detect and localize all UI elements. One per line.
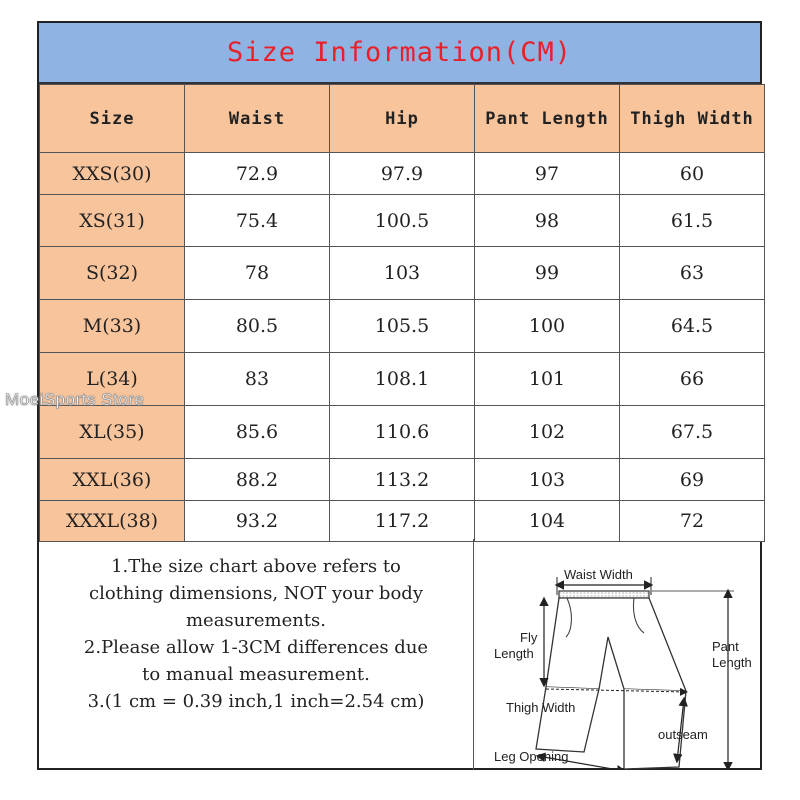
watermark: MoeiSports Store [5, 390, 145, 409]
measurement-cell: 101 [475, 353, 620, 406]
measurement-cell: 103 [330, 247, 475, 300]
header-waist: Waist [185, 85, 330, 153]
label-thigh-width: Thigh Width [506, 700, 576, 715]
measurement-cell: 85.6 [185, 406, 330, 459]
measurement-cell: 110.6 [330, 406, 475, 459]
measurement-cell: 88.2 [185, 459, 330, 501]
note-line: clothing dimensions, NOT your body [88, 583, 423, 604]
measurement-cell: 72.9 [185, 153, 330, 195]
measurement-cell: 83 [185, 353, 330, 406]
chart-title: Size Information(CM) [39, 23, 760, 84]
measurement-cell: 113.2 [330, 459, 475, 501]
label-fly-length-1: Fly [520, 630, 538, 645]
measurement-cell: 100.5 [330, 195, 475, 247]
measurement-cell: 97 [475, 153, 620, 195]
waistband-shape [559, 591, 649, 598]
measurement-cell: 75.4 [185, 195, 330, 247]
size-cell: XXXL(38) [40, 501, 185, 542]
measurement-cell: 117.2 [330, 501, 475, 542]
measurement-cell: 64.5 [620, 300, 765, 353]
note-line: 2.Please allow 1-3CM differences due [83, 637, 429, 658]
measurement-cell: 105.5 [330, 300, 475, 353]
measurement-cell: 67.5 [620, 406, 765, 459]
header-pant-length: Pant Length [475, 85, 620, 153]
measurement-cell: 80.5 [185, 300, 330, 353]
measurement-cell: 78 [185, 247, 330, 300]
size-cell: M(33) [40, 300, 185, 353]
size-cell: XXS(30) [40, 153, 185, 195]
label-fly-length-2: Length [494, 646, 534, 661]
measurement-cell: 72 [620, 501, 765, 542]
measurement-cell: 100 [475, 300, 620, 353]
measurement-cell: 93.2 [185, 501, 330, 542]
measurement-cell: 61.5 [620, 195, 765, 247]
pants-outline [546, 598, 686, 691]
table-header-row [40, 85, 765, 153]
label-pant-length-1: Pant [712, 639, 739, 654]
measurement-cell: 63 [620, 247, 765, 300]
label-leg-opening: Leg Opening [494, 749, 569, 764]
notes [39, 539, 474, 770]
size-cell: XS(31) [40, 195, 185, 247]
measurement-cell: 97.9 [330, 153, 475, 195]
header-size: Size [40, 85, 185, 153]
measurement-cell: 104 [475, 501, 620, 542]
note-line: measurements. [185, 610, 327, 631]
measurement-cell: 108.1 [330, 353, 475, 406]
header-thigh-width: Thigh Width [620, 85, 765, 153]
pants-diagram-svg [474, 539, 762, 770]
table-row [40, 247, 765, 300]
label-pant-length-2: Length [712, 655, 752, 670]
table-row [40, 195, 765, 247]
size-cell: S(32) [40, 247, 185, 300]
table-row [40, 406, 765, 459]
note-line: 3.(1 cm = 0.39 inch,1 inch=2.54 cm) [87, 691, 425, 712]
note-line: to manual measurement. [142, 664, 370, 685]
measurement-cell: 66 [620, 353, 765, 406]
measurement-cell: 60 [620, 153, 765, 195]
measurement-cell: 69 [620, 459, 765, 501]
label-outseam: outseam [658, 727, 708, 742]
table-row [40, 300, 765, 353]
size-table [39, 84, 765, 542]
table-row [40, 501, 765, 542]
table-row [40, 153, 765, 195]
table-row [40, 459, 765, 501]
pants-measurement-diagram [474, 539, 762, 770]
label-waist-width: Waist Width [564, 567, 633, 582]
measurement-cell: 98 [475, 195, 620, 247]
size-cell: XXL(36) [40, 459, 185, 501]
header-hip: Hip [330, 85, 475, 153]
note-line: 1.The size chart above refers to [111, 556, 401, 577]
size-cell: L(34) [40, 353, 185, 406]
table-row [40, 353, 765, 406]
measurement-cell: 103 [475, 459, 620, 501]
measurement-cell: 102 [475, 406, 620, 459]
measurement-cell: 99 [475, 247, 620, 300]
size-cell: XL(35) [40, 406, 185, 459]
size-chart [37, 21, 762, 770]
